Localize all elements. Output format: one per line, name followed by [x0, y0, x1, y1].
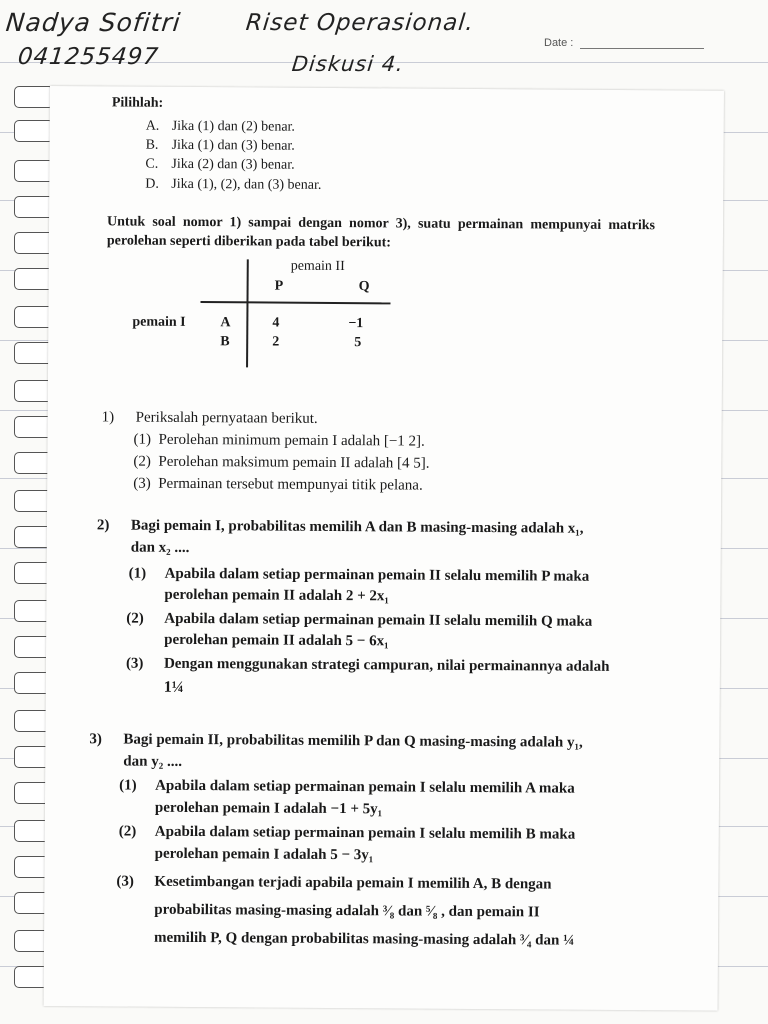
q2-prompt-line2: dan x₂ ....	[130, 539, 190, 556]
q3-item-3-line2: probabilitas masing-masing adalah ³⁄₈ dan ⁵⁄₈ , dan pemain II	[154, 901, 540, 921]
choose-heading: Pilihlah:	[111, 95, 164, 111]
q3-item-1-line1: Apabila dalam setiap permainan pemain I selalu memilih A maka	[155, 777, 575, 797]
table-vertical-rule	[246, 259, 249, 367]
printed-question-sheet	[44, 86, 724, 1011]
table-cell-a-q: −1	[348, 316, 364, 332]
table-col-header-q: Q	[358, 279, 370, 295]
q2-item-3-line2: 1¼	[163, 678, 184, 696]
table-horizontal-rule	[200, 301, 390, 304]
q2-item-3-line1: Dengan menggunakan strategi campuran, nilai permainannya adalah	[163, 655, 610, 675]
q3-prompt-line1: Bagi pemain II, probabilitas memilih P dan Q masing-masing adalah y₁,	[123, 731, 583, 751]
binder-ring	[14, 160, 54, 182]
table-row-player: pemain I	[132, 314, 186, 330]
q2-number: 2)	[96, 517, 110, 534]
intro-paragraph: Untuk soal nomor 1) sampai dengan nomor 3), suatu permainan mempunyai matriks perolehan seperti diberikan pada tabel berikut:	[106, 214, 656, 251]
q1-item-1: (1) Perolehan minimum pemain I adalah [−1 2].	[133, 431, 425, 450]
q3-item-3-line1: Kesetimbangan terjadi apabila pemain I memilih A, B dengan	[154, 873, 552, 893]
q2-item-2-line1: Apabila dalam setiap permainan pemain II selalu memilih Q maka	[164, 610, 593, 630]
binder-ring	[14, 196, 54, 218]
q3-number: 3)	[89, 731, 102, 748]
handwritten-course: Riset Operasional.	[244, 10, 476, 36]
q2-prompt-line1: Bagi pemain I, probabilitas memilih A dan B masing-masing adalah x₁,	[130, 517, 584, 537]
table-col-player: pemain II	[290, 258, 345, 275]
q3-item-1-line2: perolehan pemain I adalah −1 + 5y₁	[154, 799, 383, 818]
q3-item-2-number: (2)	[118, 823, 137, 840]
option-c: C. Jika (2) dan (3) benar.	[145, 156, 295, 173]
q2-item-1-line2: perolehan pemain II adalah 2 + 2x₁	[164, 586, 389, 605]
handwritten-student-id: 041255497	[16, 44, 161, 70]
q2-item-1-number: (1)	[128, 565, 147, 582]
option-a: A. Jika (1) dan (2) benar.	[145, 118, 296, 135]
table-col-header-p: P	[274, 278, 284, 294]
q2-item-3-number: (3)	[125, 655, 144, 672]
q3-item-1-number: (1)	[119, 777, 137, 794]
date-line	[580, 48, 704, 49]
binder-ring	[14, 86, 54, 108]
q2-item-2-line2: perolehan pemain II adalah 5 − 6x₁	[164, 631, 389, 650]
table-cell-b-p: 2	[272, 334, 280, 350]
q3-item-3-number: (3)	[116, 873, 135, 890]
table-row-label-a: A	[220, 315, 231, 331]
date-label: Date :	[544, 37, 574, 49]
q1-item-3: (3) Permainan tersebut mempunyai titik pelana.	[133, 475, 423, 494]
q1-item-2: (2) Perolehan maksimum pemain II adalah [4 5].	[133, 453, 430, 472]
q3-item-2-line2: perolehan pemain I adalah 5 − 3y₁	[154, 845, 374, 864]
handwritten-discussion: Diskusi 4.	[290, 52, 406, 76]
option-b: B. Jika (1) dan (3) benar.	[145, 137, 295, 154]
q3-item-3-line3: memilih P, Q dengan probabilitas masing-masing adalah ³⁄₄ dan ¼	[154, 929, 575, 949]
table-cell-a-p: 4	[272, 315, 280, 331]
binder-ring	[14, 120, 54, 142]
q3-item-2-line1: Apabila dalam setiap permainan pemain I selalu memilih B maka	[154, 823, 576, 843]
table-cell-b-q: 5	[354, 335, 362, 351]
table-row-label-b: B	[220, 334, 230, 350]
option-d: D. Jika (1), (2), dan (3) benar.	[145, 176, 322, 193]
handwritten-name: Nadya Sofitri	[4, 8, 183, 37]
q2-item-1-line1: Apabila dalam setiap permainan pemain II selalu memilih P maka	[164, 565, 590, 585]
q2-item-2-number: (2)	[126, 610, 144, 627]
q1-prompt: Periksalah pernyataan berikut.	[135, 409, 318, 427]
q3-prompt-line2: dan y₂ ....	[123, 753, 183, 770]
q1-number: 1)	[101, 409, 115, 426]
